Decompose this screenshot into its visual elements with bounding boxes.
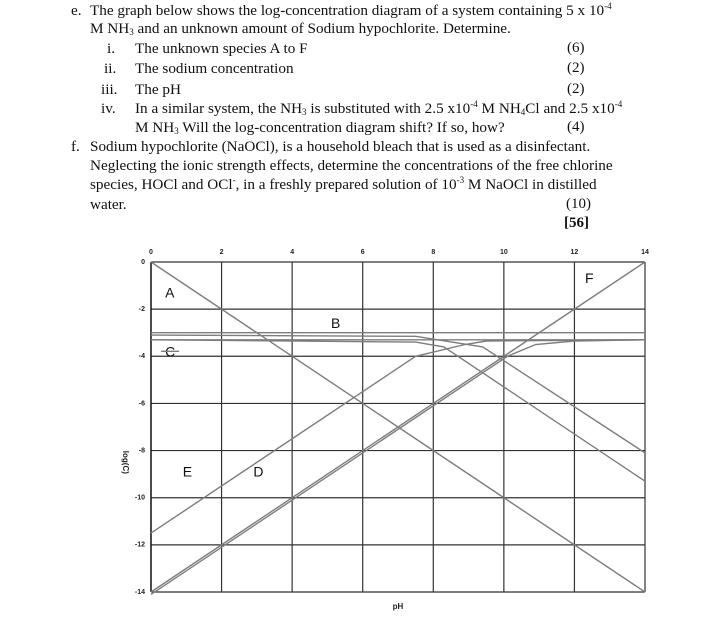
item-ii-text: The sodium concentration [135, 60, 294, 77]
y-tick-2: -4 [138, 353, 145, 361]
x-axis-label: pH [392, 602, 404, 611]
x-tick-4: 8 [431, 249, 436, 256]
curve-c [151, 340, 645, 481]
item-iii-marks: (2) [567, 81, 585, 97]
item-iv-number: iv. [101, 100, 116, 117]
question-f-label: f. [71, 138, 80, 155]
species-label-d: D [253, 463, 264, 480]
total-marks: [56] [564, 215, 589, 231]
species-label-e: E [182, 463, 193, 480]
y-tick-4: -8 [138, 447, 145, 455]
species-label-b: B [330, 315, 341, 331]
question-f-line-1: Sodium hypochlorite (NaOCl), is a household bleach that is used as a disinfectant. [90, 138, 591, 155]
y-tick-0: 0 [141, 258, 145, 266]
curve-b [151, 335, 645, 453]
x-tick-2: 4 [290, 249, 295, 256]
species-label-c: C [165, 343, 176, 360]
question-e-line-2: M $NH_3$ and an unknown amount of Sodium hypochlorite. Determine. [90, 20, 511, 37]
x-tick-0: 0 [149, 249, 153, 256]
item-ii-number: ii. [104, 60, 117, 77]
curve-e [151, 340, 645, 533]
item-ii-marks: (2) [567, 60, 585, 76]
item-iii-number: iii. [101, 81, 118, 98]
item-iv-marks: (4) [567, 119, 585, 135]
question-f-line-4: water. [90, 196, 127, 213]
species-label-f: F [585, 270, 594, 287]
item-i-number: i. [107, 40, 116, 57]
chart-species-labels [161, 270, 593, 479]
item-i-text: The unknown species A to F [135, 40, 308, 57]
item-iii-text: The pH [135, 81, 181, 98]
question-f-marks: (10) [566, 196, 591, 212]
y-axis-label: log(C) [121, 450, 130, 474]
x-tick-6: 12 [570, 249, 579, 256]
curve-d [151, 340, 645, 595]
question-f-line-3: species, HOCl and OCl-, in a freshly prepared solution of $10^{-3}$ M NaOCl in distilled [90, 175, 597, 193]
y-tick-7: -14 [134, 588, 145, 596]
item-iv-line-1: In a similar system, the $NH_3$ is substituted with 2.5 $x10^{-4}$ M $NH_4Cl$ and 2.5 $x10^{-4}$ [135, 99, 623, 117]
y-tick-5: -10 [134, 494, 145, 502]
x-tick-7: 14 [641, 249, 649, 256]
question-f-line-2: Neglecting the ionic strength effects, determine the concentrations of the free chlorine [90, 157, 613, 174]
species-label-a: A [165, 284, 175, 301]
y-tick-1: -2 [138, 305, 145, 313]
y-tick-6: -12 [134, 541, 145, 549]
item-iv-line-2: M $NH_3$ Will the log-concentration diagram shift? If so, how? [135, 119, 505, 136]
x-tick-3: 6 [360, 249, 365, 256]
item-i-marks: (6) [567, 40, 585, 56]
question-e-line-1: The graph below shows the log-concentration diagram of a system containing 5 x $10^{-4}$ [90, 1, 612, 19]
question-e-label: e. [71, 2, 82, 19]
y-tick-3: -6 [138, 400, 145, 408]
x-tick-5: 10 [499, 249, 508, 256]
x-tick-1: 2 [219, 249, 224, 256]
